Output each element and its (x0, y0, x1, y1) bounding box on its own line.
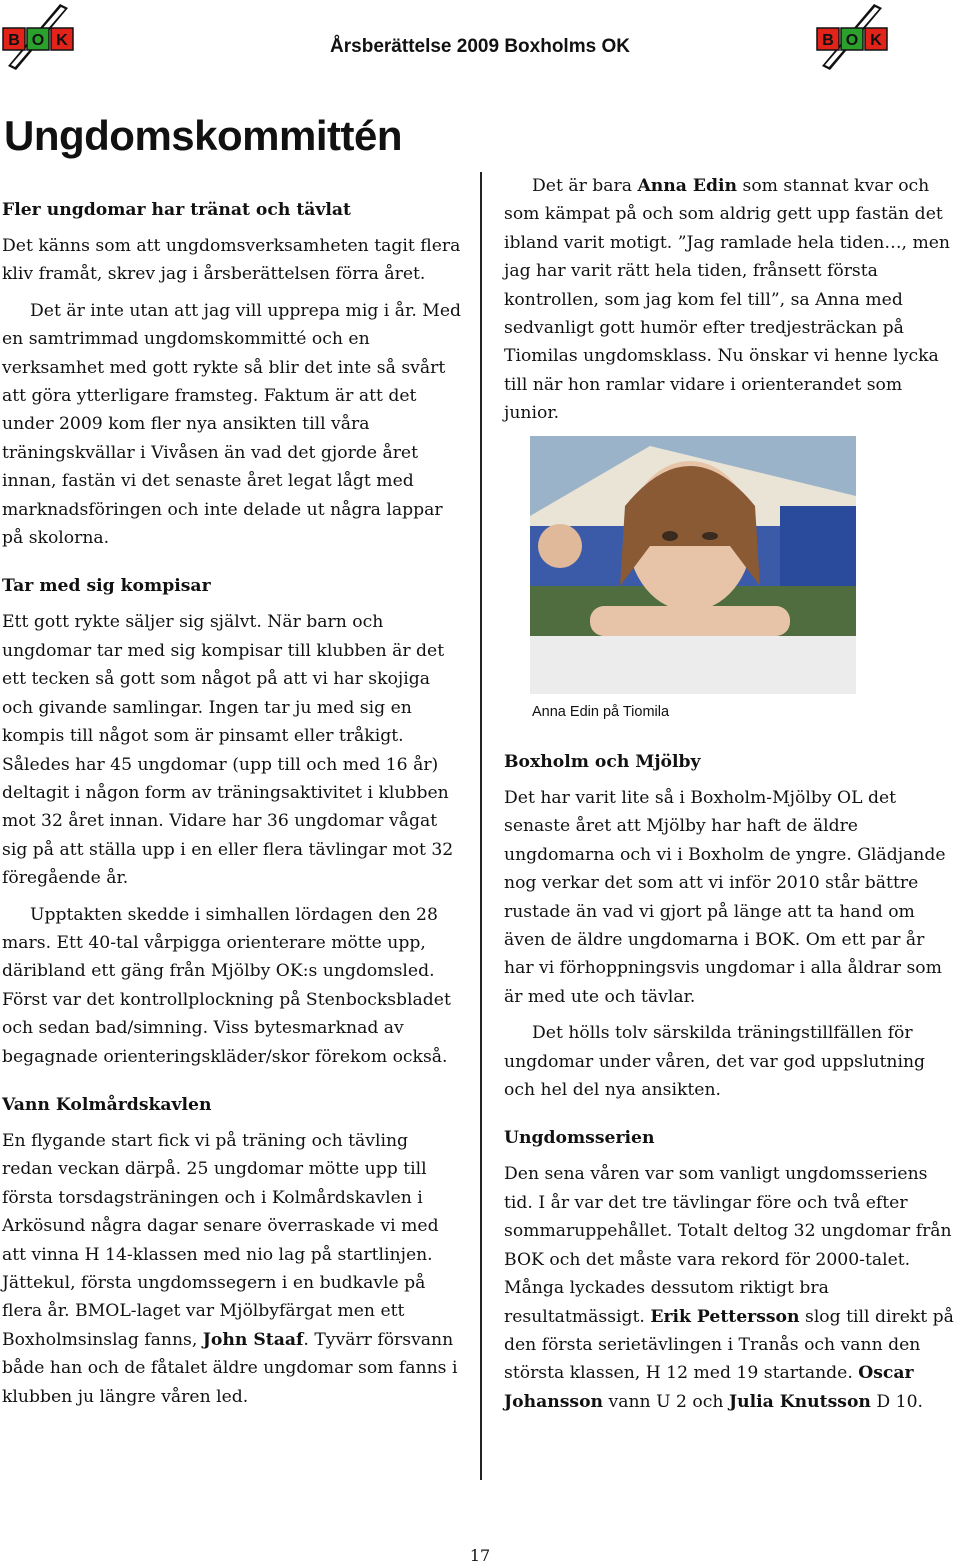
text-run: Det är bara (532, 176, 638, 196)
svg-text:B: B (8, 32, 20, 49)
paragraph: Ett gott rykte säljer sig självt. När barn och ungdomar tar med sig kompisar till klubben är det ett tecken så gott som något på att vi har skojiga och givande samlingar. Ingen tar ju med sig en kompis till något som är pinsamt eller tråkigt. Således har 45 ungdomar (upp till och med 16 år) deltagit i någon form av träningsaktivitet i klubben mot 32 året innan. Vidare har 36 ungdomar vågat sig på att ställa upp i en eller flera tävlingar mot 32 föregående år. (2, 612, 454, 889)
text-run: vann U 2 och (603, 1391, 729, 1412)
section-heading-ungdomsserien: Ungdomsserien (504, 1128, 655, 1149)
page-number: 17 (469, 1546, 491, 1565)
club-logo-right (816, 2, 888, 72)
paragraph: Det har varit lite så i Boxholm-Mjölby OL det senaste året att Mjölby har haft de äldre ungdomarna och vi i Boxholm de yngre. Glädjande nog verkar det som att vi inför 2010 står bättre rustade än vad vi gjort på länge att ta hand om även de äldre ungdomarna i BOK. Om ett par år har vi förhoppningsvis ungdomar i alla åldrar som är med ute och tävlar. (504, 788, 946, 1007)
svg-text:K: K (870, 32, 882, 49)
left-column (2, 196, 462, 1411)
paragraph (504, 172, 959, 428)
paragraph (504, 1160, 959, 1416)
paragraph: Det känns som att ungdomsverksamheten tagit flera kliv framåt, skrev jag i årsberättelsen förra året. (2, 236, 461, 285)
text-run: som stannat kvar och som kämpat på och som aldrig gett upp fastän det ibland varit motigt. ”Jag ramlade hela tiden…, men jag har varit rätt hela tiden, frånsett första kontrollen, som jag kom fel till”, sa Anna med sedvanligt gott humör efter tredjesträckan på Tiomilas ungdomsklass. Nu önskar vi henne lycka till när hon ramlar vidare i orienterandet som junior. (504, 176, 950, 424)
svg-text:K: K (56, 32, 68, 49)
paragraph: Upptakten skedde i simhallen lördagen den 28 mars. Ett 40-tal vårpigga orienterare mötte upp, däribland ett gäng från Mjölby OK:s ungdomsled. Först var det kontrollplockning på Stenbocksbladet och sedan bad/simning. Viss bytesmarknad av begagnade orienteringskläder/skor förekom också. (2, 904, 451, 1067)
text-run: En flygande start fick vi på träning och tävling redan veckan därpå. 25 ungdomar mötte upp till första torsdagsträningen och i Kolmårdskavlen i Arkösund några dagar senare överraskade vi med att vinna H 14-klassen med nio lag på startlinjen. Jättekul, första ungdomssegern i en budkavle på flera år. BMOL-laget var Mjölbyfärgat men ett Boxholmsinslag fanns, (2, 1130, 439, 1350)
section-heading-boxholm-och-mjolby: Boxholm och Mjölby (504, 752, 701, 772)
paragraph: Det är inte utan att jag vill upprepa mig i år. Med en samtrimmad ungdomskommitté och en verksamhet med gott rykte så blir det inte så svårt att göra ytterligare framsteg. Faktum är att det under 2009 kom fler nya ansikten till våra träningskvällar i Vivåsen än vad det gjorde året innan, fastän vi det senaste året legat lågt med marknadsföringen och inte delade ut några lappar på skolorna. (2, 300, 462, 549)
column-divider (480, 172, 482, 1480)
person-name: Erik Pettersson (650, 1306, 800, 1327)
section-heading-vann-kolmardskavlen: Vann Kolmårdskavlen (2, 1094, 212, 1115)
svg-text:O: O (845, 32, 859, 49)
text-run: Den sena våren var som vanligt ungdomsseriens tid. I år var det tre tävlingar före och två efter sommaruppehållet. Totalt deltog 32 ungdomar från BOK och det måste vara rekord för 2000-talet. Många lyckades dessutom riktigt bra resultatmässigt. (504, 1164, 952, 1327)
right-column-lower (504, 748, 959, 1416)
page-title: Ungdomskommittén (4, 112, 403, 159)
person-name: Oscar Johansson (504, 1363, 914, 1412)
right-column (504, 172, 959, 428)
person-name: John Staaf (202, 1329, 304, 1350)
text-run: slog till direkt på den första serietävlingen i Tranås och vann den största klassen, H 12 med 19 startande. (504, 1306, 954, 1384)
photo-illustration (530, 436, 856, 694)
svg-text:O: O (31, 32, 45, 49)
header-title: Årsberättelse 2009 Boxholms OK (330, 36, 630, 57)
svg-text:B: B (822, 32, 834, 49)
person-name: Julia Knutsson (728, 1391, 871, 1412)
paragraph: Det hölls tolv särskilda träningstillfällen för ungdomar under våren, det var god uppslutning och hel del nya ansikten. (504, 1023, 926, 1101)
text-run: D 10. (870, 1391, 923, 1412)
paragraph (2, 1127, 462, 1411)
photo-anna-edin (530, 436, 856, 694)
section-heading-fler-ungdomar: Fler ungdomar har tränat och tävlat (2, 200, 351, 220)
person-name: Anna Edin (637, 176, 738, 196)
bok-logo-icon (816, 2, 888, 72)
photo-caption: Anna Edin på Tiomila (532, 704, 670, 720)
section-heading-tar-med-sig-kompisar: Tar med sig kompisar (2, 576, 211, 597)
text-run: . Tyvärr försvann både han och de fåtalet äldre ungdomar som fanns i klubben ju längre våren led. (2, 1329, 458, 1407)
